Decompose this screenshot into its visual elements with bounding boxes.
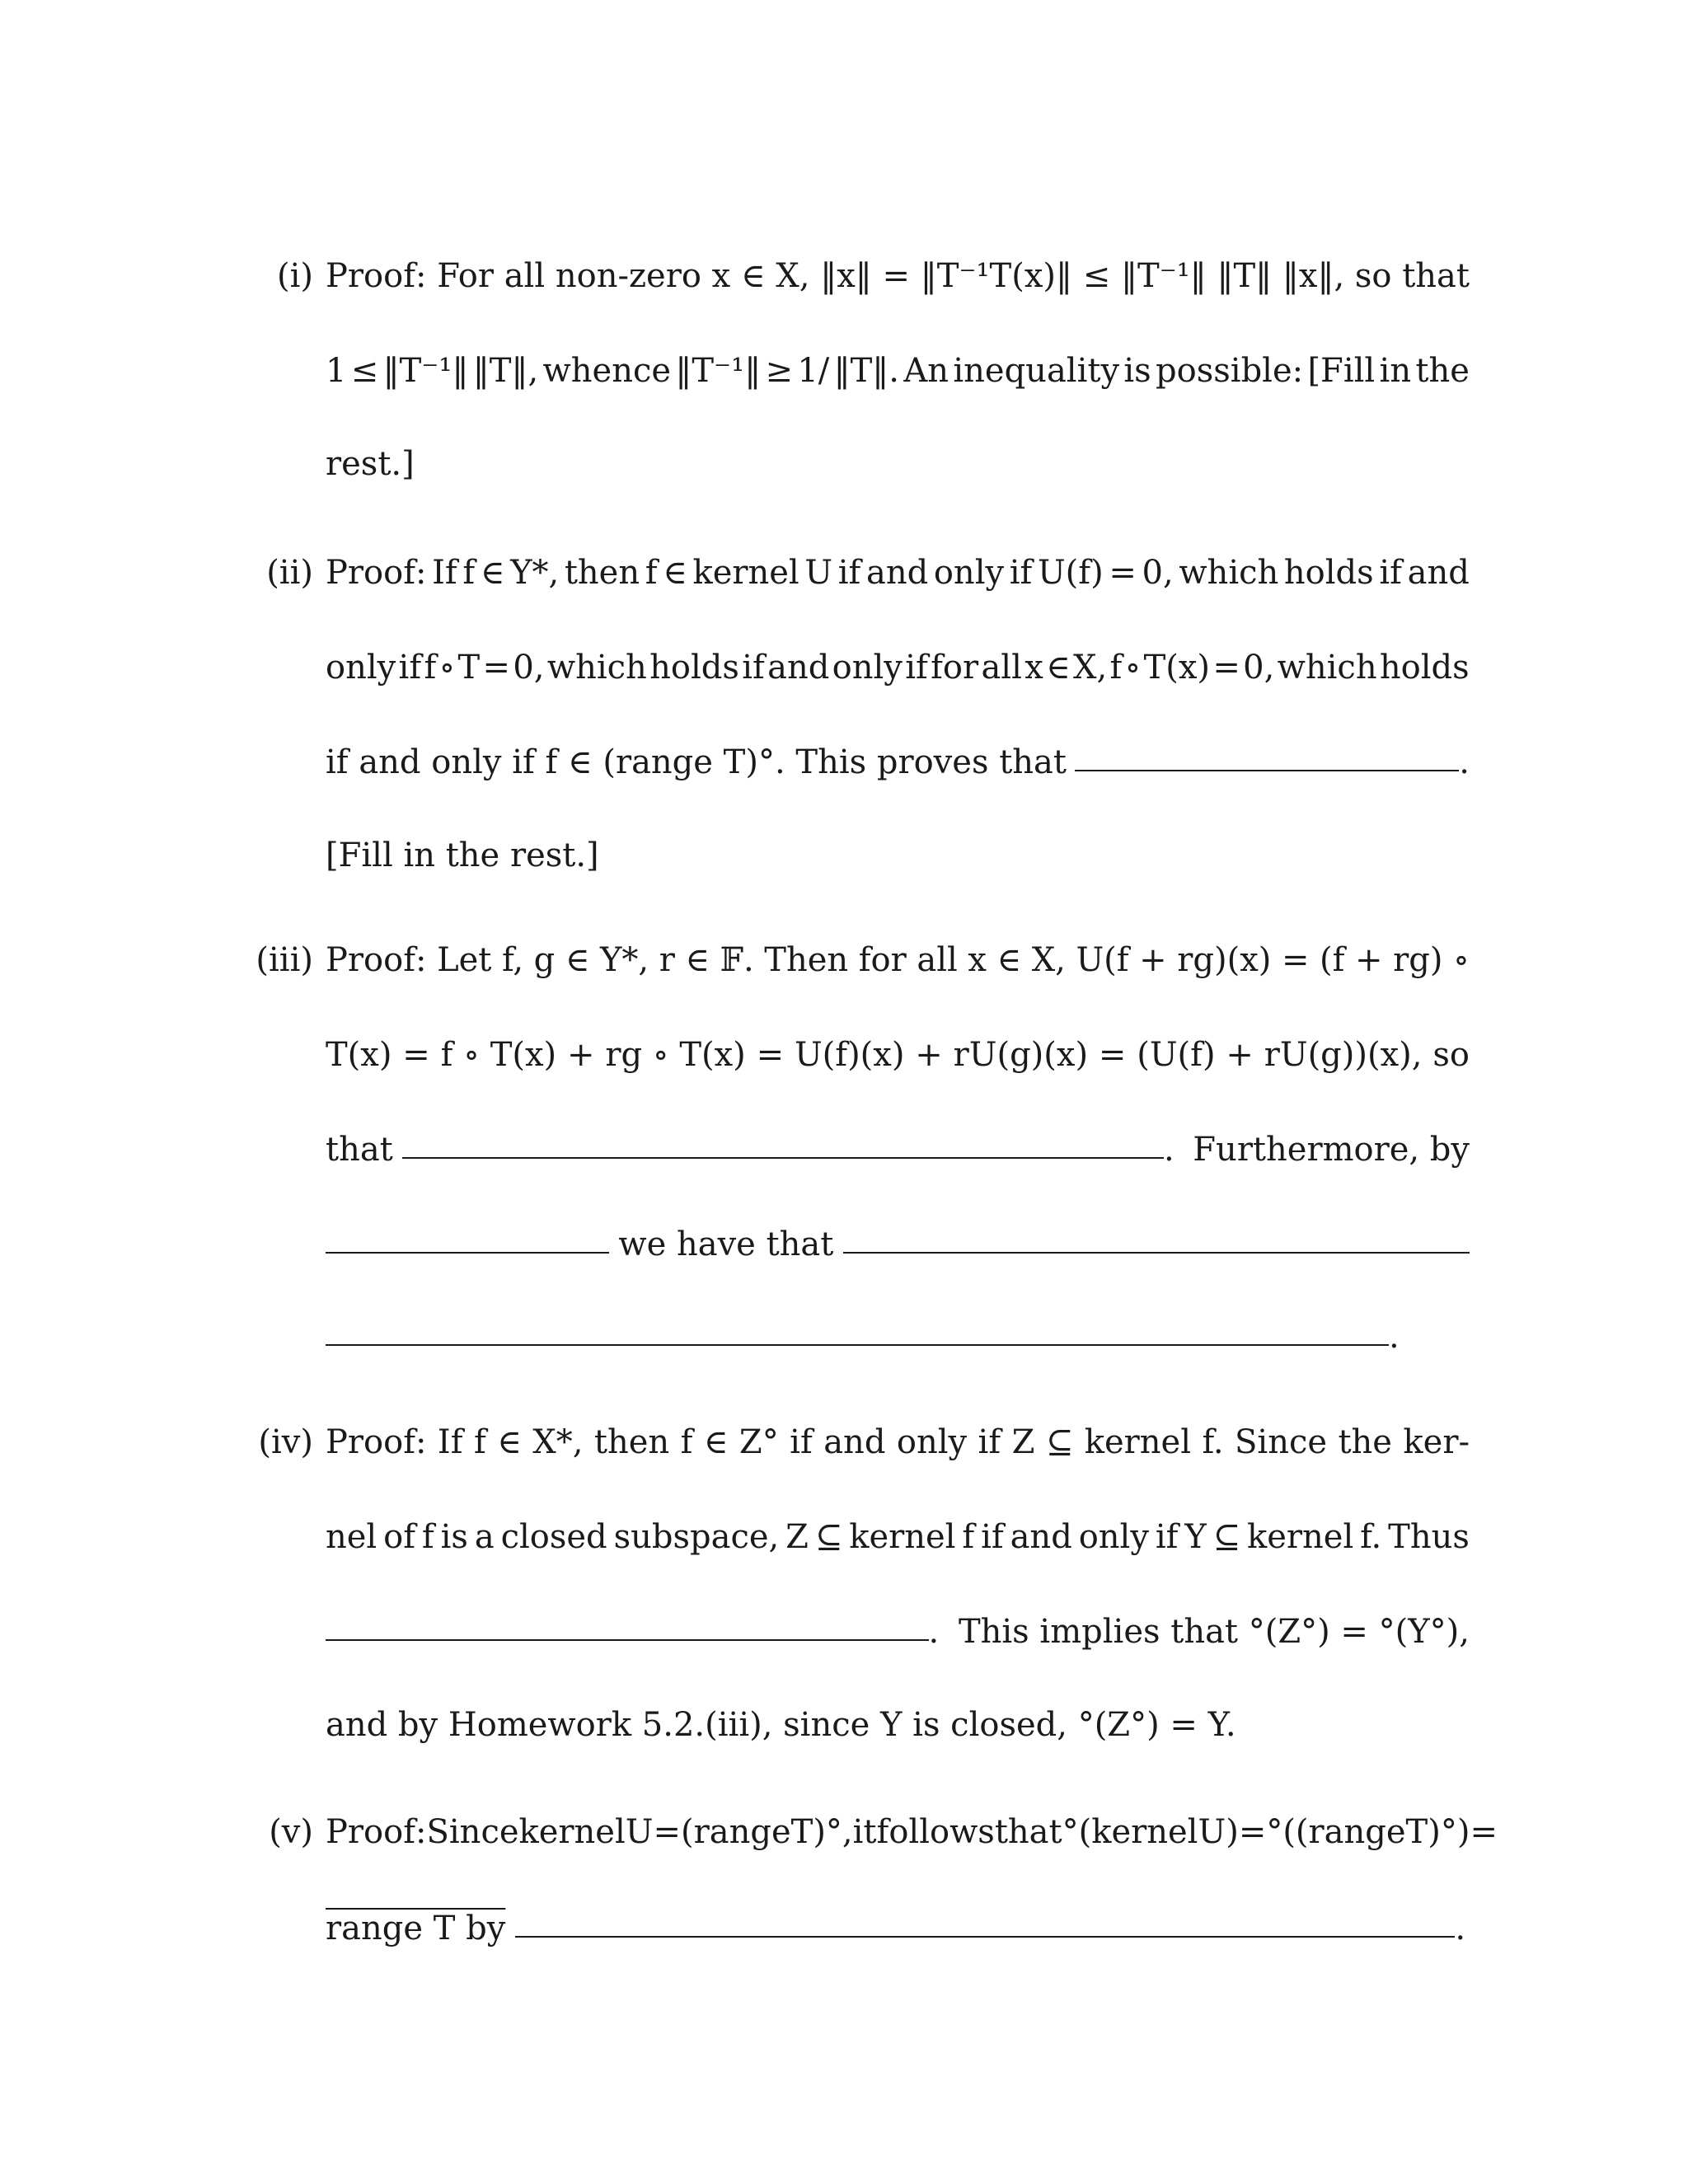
period: . <box>1389 1318 1400 1356</box>
item-i-line-3: rest.] <box>326 445 415 483</box>
item-number-iv: (iv) <box>258 1423 313 1461</box>
item-iii-line-2: T(x) = f ∘ T(x) + rg ∘ T(x) = U(f)(x) + rU(g)(x) = (U(f) + rU(g))(x), so <box>326 1036 1470 1074</box>
item-ii-line-3-text: if and only if f ∈ (range T)°. This proves that <box>326 743 1067 781</box>
period: . <box>1163 1131 1175 1169</box>
period: . <box>928 1613 940 1651</box>
answer-blank[interactable] <box>326 1212 609 1254</box>
item-ii-line-1: Proof: If f ∈ Y*, then f ∈ kernel U if and only if U(f) = 0, which holds if and <box>326 554 1470 592</box>
item-v-line-2-text: range T by <box>326 1910 506 1947</box>
item-iii-line-4 <box>326 1214 1470 1272</box>
item-v-line-2 <box>326 1898 1470 1956</box>
item-iii-line-1: Proof: Let f, g ∈ Y*, r ∈ 𝔽. Then for all x ∈ X, U(f + rg)(x) = (f + rg) ∘ <box>326 941 1470 979</box>
item-ii-line-4: [Fill in the rest.] <box>326 837 599 874</box>
answer-blank[interactable] <box>515 1896 1455 1938</box>
item-number-i: (i) <box>276 257 313 295</box>
item-iii-line-4-text: we have that <box>618 1226 834 1263</box>
item-iv-line-2: nel of f is a closed subspace, Z ⊆ kernel f if and only if Y ⊆ kernel f. Thus <box>326 1518 1470 1556</box>
item-i-line-1: Proof: For all non-zero x ∈ X, ‖x‖ = ‖T⁻¹T(x)‖ ≤ ‖T⁻¹‖ ‖T‖ ‖x‖, so that <box>326 257 1470 295</box>
answer-blank[interactable] <box>402 1118 1164 1159</box>
item-ii-line-3 <box>326 732 1470 790</box>
item-ii-line-2: only if f ∘ T = 0, which holds if and only if for all x ∈ X, f ∘ T(x) = 0, which holds <box>326 649 1470 687</box>
item-number-v: (v) <box>269 1813 313 1851</box>
item-iv-line-4: and by Homework 5.2.(iii), since Y is closed, °(Z°) = Y. <box>326 1706 1236 1744</box>
item-iv-line-3-text: This implies that °(Z°) = °(Y°), <box>958 1613 1470 1651</box>
answer-blank[interactable] <box>843 1212 1470 1254</box>
period: . <box>1455 1910 1466 1947</box>
item-iii-line-5 <box>326 1306 1470 1364</box>
period: . <box>1459 743 1470 781</box>
item-number-iii: (iii) <box>256 941 313 979</box>
answer-blank[interactable] <box>1075 730 1459 771</box>
item-number-ii: (ii) <box>266 554 313 592</box>
item-v-line-1: Proof: Since kernel U = (range T)°, it follows that °(kernel U) = °((range T)°) = <box>326 1813 1498 1851</box>
item-iii-line-3 <box>326 1119 1470 1177</box>
item-iii-line-3-tail: Furthermore, by <box>1193 1131 1470 1169</box>
item-iv-line-3 <box>326 1601 1470 1659</box>
item-iii-line-3-text: that <box>326 1131 393 1169</box>
answer-blank[interactable] <box>326 1305 1389 1346</box>
answer-blank[interactable] <box>326 1600 929 1641</box>
item-i-line-2: 1 ≤ ‖T⁻¹‖ ‖T‖, whence ‖T⁻¹‖ ≥ 1/ ‖T‖. An inequality is possible: [Fill in the <box>326 352 1470 390</box>
item-iv-line-1: Proof: If f ∈ X*, then f ∈ Z° if and only if Z ⊆ kernel f. Since the ker- <box>326 1423 1470 1461</box>
